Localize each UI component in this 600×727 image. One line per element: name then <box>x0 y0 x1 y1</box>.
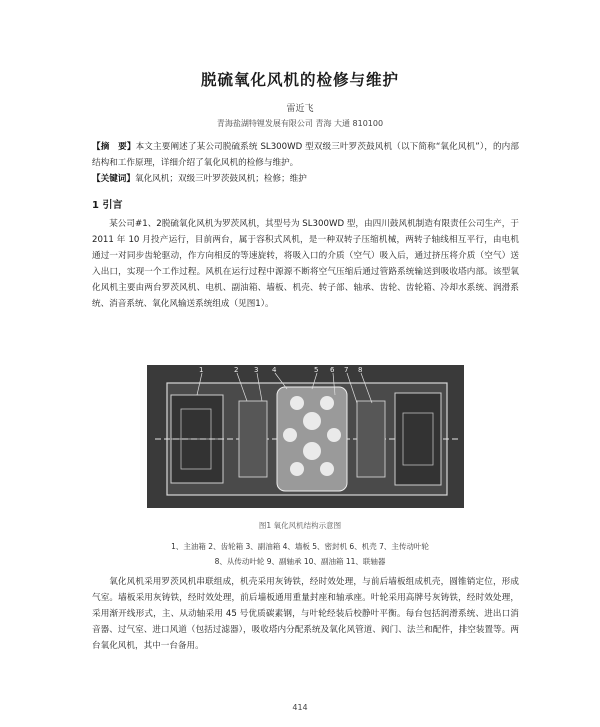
abstract <box>92 139 519 171</box>
figure-legend-line-1: 1、主油箱 2、齿轮箱 3、副油箱 4、墙板 5、密封机 6、机壳 7、主传动叶轮 <box>171 542 429 551</box>
abstract-text: 本文主要阐述了某公司脱硫系统 SL300WD 型双级三叶罗茨鼓风机（以下简称“氧化风机”），的内部结构和工作原理，详细介绍了氧化风机的检修与维护。 <box>92 142 519 168</box>
affiliation: 青海盐湖特锂发展有限公司 青海 大通 810100 <box>216 119 384 128</box>
callout-2: 2 <box>234 366 239 374</box>
intro-paragraph: 某公司#1、2脱硫氧化风机为罗茨风机，其型号为 SL300WD 型，由四川鼓风机制造有限责任公司生产，于 2011 年 10 月投产运行，目前两台，属于容积式风机，是一种双转子压缩机械，两转子轴线相互平行，由电机通过一对同步齿轮驱动，作方向相反的等速旋转，将吸入口的介质（空气）吸入后，通过挤压将介质（空气）送入出口，实现一个工作过程。风机在运行过程中源源不断将空气压缩后通过管路系统输送到吸收塔内部。该型氧化风机主要由两台罗茨风机、电机、副油箱、墙板、机壳、转子部、轴承、齿轮、齿轮箱、冷却水系统、润滑系统、消音系统、氧化风输送系统组成（见图1）。 <box>92 219 519 309</box>
page-title: 脱硫氧化风机的检修与维护 <box>200 71 399 89</box>
keywords-label: 【关键词】 <box>92 174 135 184</box>
callout-7: 7 <box>344 366 349 374</box>
section-heading: 1 引言 <box>92 200 123 211</box>
author: 雷近飞 <box>286 104 314 114</box>
keywords-text: 氧化风机；双级三叶罗茨鼓风机；检修；维护 <box>134 174 307 184</box>
page-number: 414 <box>292 703 308 712</box>
body-paragraph: 氧化风机采用罗茨风机串联组成，机壳采用灰铸铁，经时效处理，与前后墙板组成机壳，圆锥销定位，形成气室。墙板采用灰铸铁，经时效处理，前后墙板通用重量封座和轴承座。叶轮采用高牌号灰铸铁，经时效处理，采用渐开线形式，主、从动轴采用 45 号优质碳素钢，与叶轮经装后校静叶平衡。每台包括润滑系统、进出口消音器、过气室、进口风道（包括过滤器），吸收塔内分配系统及氧化风管道、阀门、法兰和配件，排空装置等。两台氧化风机，其中一台备用。 <box>92 577 519 651</box>
callout-6: 6 <box>330 366 335 374</box>
callout-8: 8 <box>358 366 363 374</box>
abstract-label: 【摘 要】 <box>92 142 136 152</box>
callout-4: 4 <box>272 366 277 374</box>
callout-1: 1 <box>199 366 204 374</box>
keywords <box>92 171 519 187</box>
figure-caption: 图1 氧化风机结构示意图 <box>258 521 342 530</box>
callout-3: 3 <box>254 366 259 374</box>
blower-cross-section-drawing <box>147 365 464 508</box>
figure-legend-line-2: 8、从传动叶轮 9、副轴承 10、副油箱 11、联轴器 <box>214 557 386 566</box>
structure-figure <box>147 365 464 508</box>
callout-5: 5 <box>314 366 319 374</box>
